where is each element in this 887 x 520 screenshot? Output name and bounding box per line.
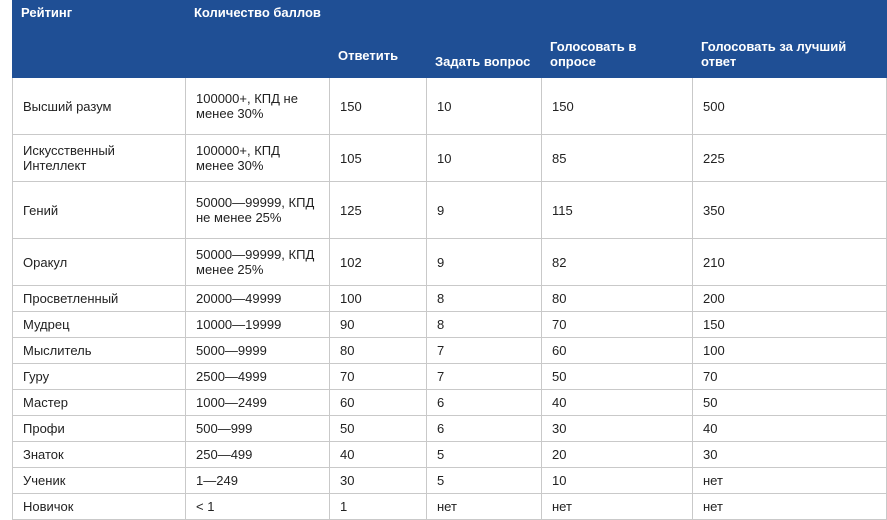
cell-vote-poll: 82	[542, 239, 693, 286]
cell-rating: Оракул	[13, 239, 186, 286]
cell-rating: Профи	[13, 416, 186, 442]
cell-vote-best: 70	[693, 364, 887, 390]
cell-vote-poll: 40	[542, 390, 693, 416]
header-vote-best: Голосовать за лучший ответ	[693, 1, 887, 78]
table-body	[13, 78, 887, 520]
cell-answer: 102	[330, 239, 427, 286]
cell-answer: 80	[330, 338, 427, 364]
cell-rating: Знаток	[13, 442, 186, 468]
cell-rating: Мудрец	[13, 312, 186, 338]
cell-ask: 10	[427, 78, 542, 135]
cell-vote-best: 200	[693, 286, 887, 312]
cell-points: < 1	[186, 494, 330, 520]
cell-answer: 105	[330, 135, 427, 182]
cell-answer: 30	[330, 468, 427, 494]
table-row	[13, 390, 887, 416]
cell-ask: 6	[427, 416, 542, 442]
table-row	[13, 78, 887, 135]
cell-vote-poll: 115	[542, 182, 693, 239]
cell-vote-best: 350	[693, 182, 887, 239]
cell-points: 50000—99999, КПД не менее 25%	[186, 182, 330, 239]
cell-rating: Искусственный Интеллект	[13, 135, 186, 182]
cell-rating: Гений	[13, 182, 186, 239]
cell-ask: 5	[427, 442, 542, 468]
cell-answer: 70	[330, 364, 427, 390]
cell-vote-poll: 60	[542, 338, 693, 364]
header-points: Количество баллов	[186, 1, 330, 78]
cell-answer: 100	[330, 286, 427, 312]
cell-vote-poll: 20	[542, 442, 693, 468]
table-row	[13, 364, 887, 390]
header-answer: Ответить	[330, 1, 427, 78]
cell-points: 1—249	[186, 468, 330, 494]
header-rating: Рейтинг	[13, 1, 186, 78]
header-vote-poll: Голосовать в опросе	[542, 1, 693, 78]
cell-vote-best: нет	[693, 494, 887, 520]
cell-vote-best: 100	[693, 338, 887, 364]
cell-points: 100000+, КПД менее 30%	[186, 135, 330, 182]
cell-vote-poll: 70	[542, 312, 693, 338]
table-row	[13, 239, 887, 286]
cell-answer: 1	[330, 494, 427, 520]
cell-points: 250—499	[186, 442, 330, 468]
cell-vote-best: 210	[693, 239, 887, 286]
cell-points: 1000—2499	[186, 390, 330, 416]
cell-ask: 8	[427, 286, 542, 312]
cell-ask: 10	[427, 135, 542, 182]
cell-rating: Ученик	[13, 468, 186, 494]
cell-vote-best: 40	[693, 416, 887, 442]
cell-ask: 7	[427, 338, 542, 364]
cell-answer: 60	[330, 390, 427, 416]
cell-vote-poll: 80	[542, 286, 693, 312]
cell-answer: 50	[330, 416, 427, 442]
cell-points: 500—999	[186, 416, 330, 442]
table-header	[13, 1, 887, 78]
table-row	[13, 338, 887, 364]
cell-vote-poll: 85	[542, 135, 693, 182]
cell-ask: 5	[427, 468, 542, 494]
cell-ask: нет	[427, 494, 542, 520]
cell-answer: 150	[330, 78, 427, 135]
table-row	[13, 312, 887, 338]
header-row	[13, 1, 887, 78]
table-row	[13, 416, 887, 442]
cell-ask: 8	[427, 312, 542, 338]
cell-vote-poll: 30	[542, 416, 693, 442]
table-row	[13, 182, 887, 239]
cell-points: 20000—49999	[186, 286, 330, 312]
cell-vote-best: 500	[693, 78, 887, 135]
cell-answer: 40	[330, 442, 427, 468]
cell-ask: 9	[427, 239, 542, 286]
cell-vote-best: 30	[693, 442, 887, 468]
cell-rating: Гуру	[13, 364, 186, 390]
table-row	[13, 135, 887, 182]
cell-rating: Мыслитель	[13, 338, 186, 364]
cell-ask: 7	[427, 364, 542, 390]
cell-answer: 90	[330, 312, 427, 338]
cell-points: 100000+, КПД не менее 30%	[186, 78, 330, 135]
cell-vote-best: 225	[693, 135, 887, 182]
cell-vote-best: нет	[693, 468, 887, 494]
rating-table	[12, 0, 887, 520]
header-ask: Задать вопрос	[427, 1, 542, 78]
cell-vote-poll: 150	[542, 78, 693, 135]
cell-points: 50000—99999, КПД менее 25%	[186, 239, 330, 286]
table-row	[13, 494, 887, 520]
cell-rating: Высший разум	[13, 78, 186, 135]
table-row	[13, 286, 887, 312]
cell-answer: 125	[330, 182, 427, 239]
cell-ask: 9	[427, 182, 542, 239]
cell-points: 2500—4999	[186, 364, 330, 390]
cell-rating: Новичок	[13, 494, 186, 520]
cell-points: 10000—19999	[186, 312, 330, 338]
cell-vote-best: 50	[693, 390, 887, 416]
cell-rating: Мастер	[13, 390, 186, 416]
cell-vote-poll: 10	[542, 468, 693, 494]
cell-vote-poll: нет	[542, 494, 693, 520]
cell-ask: 6	[427, 390, 542, 416]
cell-vote-best: 150	[693, 312, 887, 338]
table-row	[13, 442, 887, 468]
cell-points: 5000—9999	[186, 338, 330, 364]
rating-table-container	[12, 0, 847, 520]
cell-rating: Просветленный	[13, 286, 186, 312]
cell-vote-poll: 50	[542, 364, 693, 390]
table-row	[13, 468, 887, 494]
